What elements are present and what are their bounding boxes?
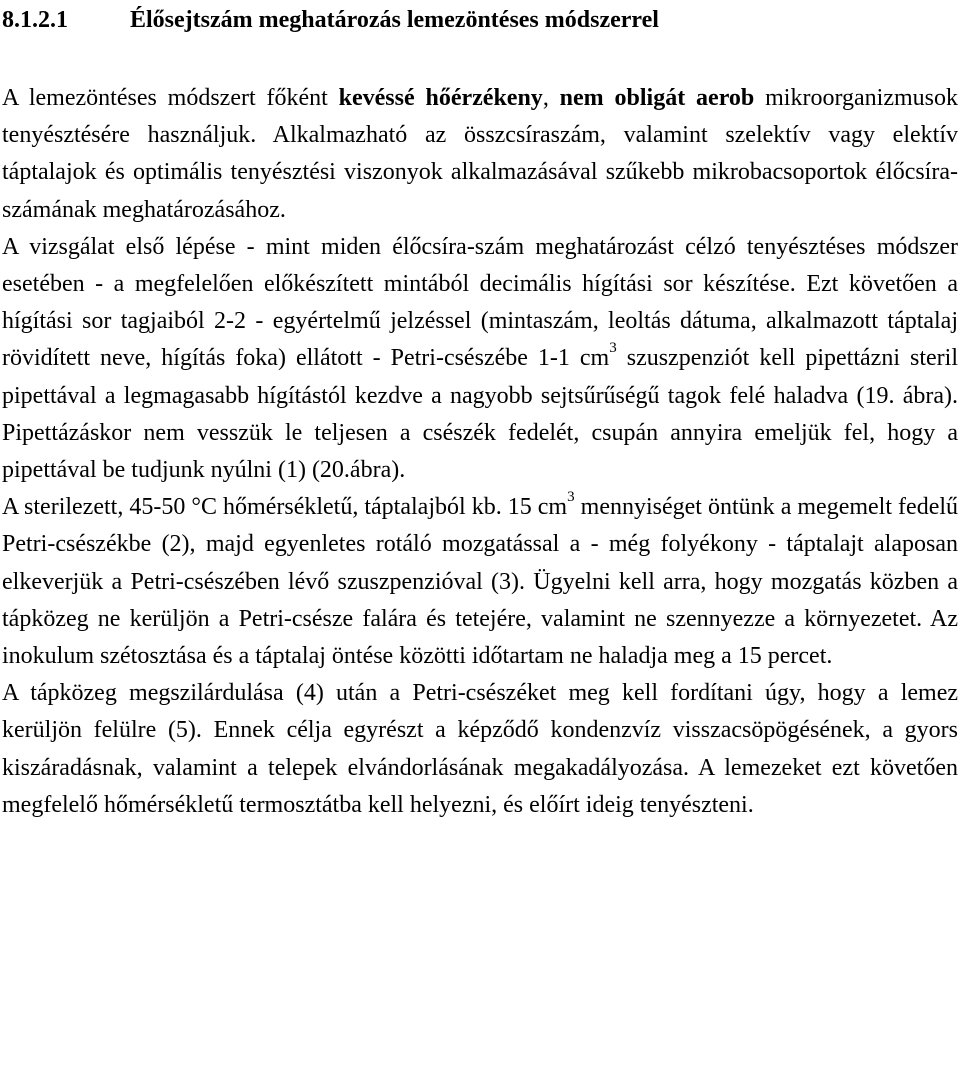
- text-run: mennyiséget öntünk a megemelt fedelű Petri-csészékbe (2), majd egyenletes rotáló mozgatással a - még folyékony - táptalajt alaposan elkeverjük a Petri-csészében lévő szuszpenzióval (3). Ügyelni kell arra, hogy mozgatás közben a tápközeg ne kerüljön a Petri-csésze falára és tetejére, valamint ne szennyezze a környezetet. Az inokulum szétosztása és a táptalaj öntése közötti időtartam ne haladja meg a 15 percet.: [2, 494, 959, 670]
- text-run: A vizsgálat első lépése - mint miden élőcsíra-szám meghatározást célzó tenyésztéses módszer esetében - a megfelelően előkészített mintából decimális hígítási sor készítése. Ezt követően a hígítási sor tagjaiból 2-2 - egyértelmű jelzéssel (mintaszám, leoltás dátuma, alkalmazott táptalaj rövidített neve, hígítás foka) ellátott - Petri-csészébe 1-1 cm: [2, 233, 958, 372]
- section-heading: [2, 4, 958, 40]
- text-run: A sterilezett, 45-50 °C hőmérsékletű, táptalajból kb. 15 cm: [2, 494, 568, 521]
- text-run: szuszpenziót kell pipettázni steril pipettával a legmagasabb hígítástól kezdve a nagyobb sejtsűrűségű tagok felé haladva (19. ábra). Pipettázáskor nem vesszük le teljesen a csészék fedelét, csupán annyira emeljük fel, hogy a pipettával be tudjunk nyúlni (1) (20.ábra).: [2, 345, 958, 484]
- paragraph-dilution: [2, 229, 958, 489]
- body-text: [2, 80, 958, 824]
- paragraph-intro: [2, 80, 958, 229]
- bold-term: kevéssé hőérzékeny: [338, 85, 543, 111]
- text-run: A lemezöntéses módszert főként: [2, 85, 339, 111]
- superscript: 3: [609, 340, 617, 357]
- paragraph-incubation: A tápközeg megszilárdulása (4) után a Petri-csészéket meg kell fordítani úgy, hogy a lemez kerüljön felülre (5). Ennek célja egyrészt a képződő kondenzvíz visszacsöpögésének, a gyors kiszáradásnak, valamint a telepek elvándorlásának megakadályozása. A lemezeket ezt követően megfelelő hőmérsékletű termosztátba kell helyezni, és előírt ideig tenyészteni.: [2, 680, 958, 818]
- bold-term: nem obligát aerob: [559, 85, 755, 111]
- superscript: 3: [567, 489, 575, 506]
- section-title: Élősejtszám meghatározás lemezöntéses módszerrel: [130, 7, 659, 33]
- paragraph-pouring: [2, 489, 958, 675]
- text-run: mikroorganizmusok tenyésztésére használjuk. Alkalmazható az összcsíraszám, valamint szelektív vagy elektív táptalajok és optimális tenyésztési viszonyok alkalmazásával szűkebb mikrobacsoportok élőcsíra-számának meghatározásához.: [2, 85, 959, 223]
- section-number: 8.1.2.1: [2, 7, 68, 33]
- text-run: ,: [542, 85, 560, 111]
